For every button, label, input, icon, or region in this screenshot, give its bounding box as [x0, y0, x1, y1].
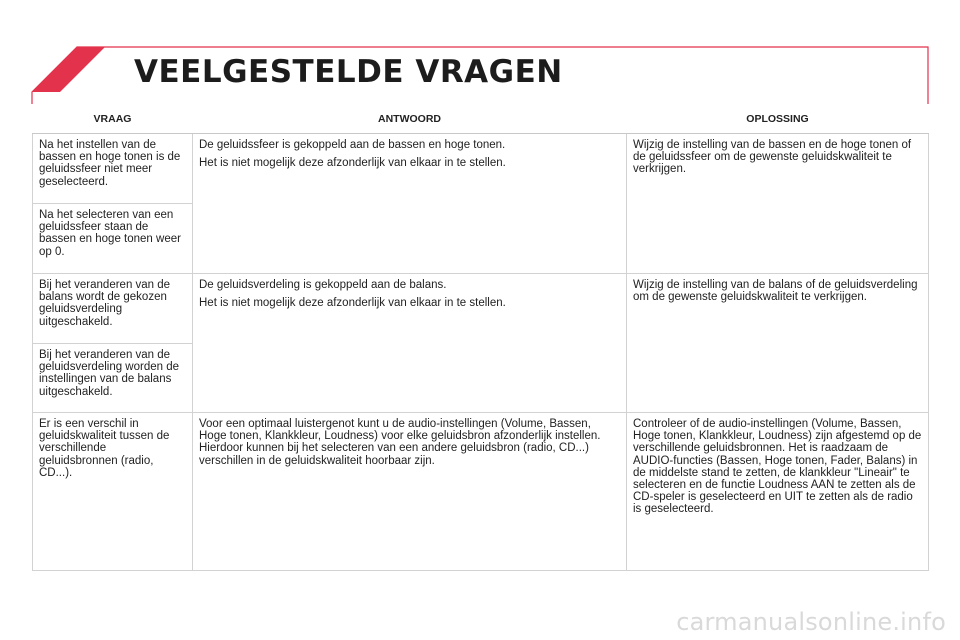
question-cell: Bij het veranderen van de geluidsverdeling worden de instellingen van de balans uitgeschakeld. [33, 344, 193, 413]
answer-text: De geluidsverdeling is gekoppeld aan de balans. [199, 279, 447, 291]
table-header-row [33, 106, 929, 134]
header-corner-tab [32, 47, 105, 92]
question-cell: Na het instellen van de bassen en hoge tonen is de geluidssfeer niet meer geselecteerd. [33, 134, 193, 204]
table-row [33, 134, 929, 204]
answer-cell [193, 413, 627, 571]
answer-text: Het is niet mogelijk deze afzonderlijk van elkaar in te stellen. [199, 297, 506, 310]
column-header-question: VRAAG [33, 106, 193, 134]
answer-text: De geluidssfeer is gekoppeld aan de bassen en hoge tonen. [199, 139, 506, 151]
answer-text: Voor een optimaal luistergenot kunt u de audio-instellingen (Volume, Bassen, Hoge tonen, Klankkleur, Loudness) voor elke geluidsbron afzonderlijk instellen. Hierdoor kunnen bij het selecteren van een andere geluidsbron (radio, CD...) verschillen in de geluidskwaliteit hoorbaar zijn. [199, 418, 601, 467]
question-cell: Bij het veranderen van de balans wordt de gekozen geluidsverdeling uitgeschakeld. [33, 274, 193, 344]
answer-cell [193, 274, 627, 413]
solution-cell: Wijzig de instelling van de balans of de geluidsverdeling om de gewenste geluidskwaliteit te verkrijgen. [627, 274, 929, 413]
page-title: VEELGESTELDE VRAGEN [134, 54, 563, 90]
question-cell: Na het selecteren van een geluidssfeer staan de bassen en hoge tonen weer op 0. [33, 204, 193, 274]
column-header-solution: OPLOSSING [627, 106, 929, 134]
question-cell: Er is een verschil in geluidskwaliteit tussen de verschillende geluidsbronnen (radio, CD...). [33, 413, 193, 571]
table-row [33, 413, 929, 571]
column-header-answer: ANTWOORD [193, 106, 627, 134]
solution-cell: Controleer of de audio-instellingen (Volume, Bassen, Hoge tonen, Klankkleur, Loudness) zijn afgestemd op de verschillende geluidsbronnen. Het is raadzaam de AUDIO-functies (Bassen, Hoge tonen, Fader, Balans) in de middelste stand te zetten, de klankkleur "Lineair" te selecteren en de functie Loudness AAN te zetten als de CD-speler is geselecteerd en UIT te zetten als de radio is geselecteerd. [627, 413, 929, 571]
answer-cell [193, 134, 627, 274]
answer-text: Het is niet mogelijk deze afzonderlijk van elkaar in te stellen. [199, 157, 506, 170]
solution-cell: Wijzig de instelling van de bassen en de hoge tonen of de geluidssfeer om de gewenste geluidskwaliteit te verkrijgen. [627, 134, 929, 274]
table-row [33, 274, 929, 344]
watermark: carmanualsonline.info [676, 608, 946, 636]
faq-table [32, 106, 929, 571]
